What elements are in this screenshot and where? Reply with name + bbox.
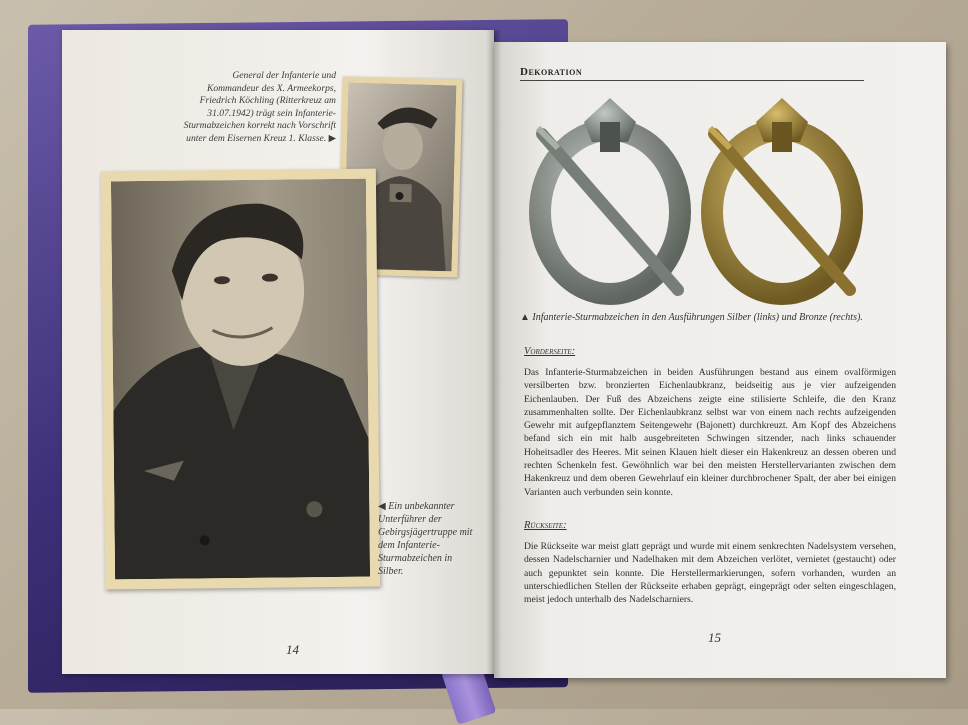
silver-badge <box>538 98 680 294</box>
badge-photo-pair <box>524 92 864 306</box>
rueckseite-text: Die Rückseite war meist glatt geprägt und wurde mit einem senkrechten Nadelsystem versehen, dessen Nadelscharnier und Nadelhaken mit dem Abzeichen verlötet, vernietet (gestaucht) oder auch gepunktet sein konnte. Die Herstellermarkierungen, sofern vorhanden, wurden an unterschiedlichen Stellen der Rückseite erhaben geprägt, eingeprägt oder selten eingeschlagen, meist jedoch unterhalb des Nadelscharniers. <box>524 541 896 606</box>
page-number-right: 15 <box>708 630 721 645</box>
vorderseite-heading: Vorderseite: <box>524 346 576 357</box>
page-gutter <box>486 30 502 678</box>
vorderseite-text: Das Infanterie-Sturmabzeichen in beiden Ausführungen bestand aus einem ovalförmigen versilberten bzw. bronzierten Eichenlaubkranz, beidseitig aus je vier aufzeigenden Eichenlauben. Der Fuß des Abzeichens zeigte eine stilisierte Schleife, die den Kranz zusammenhalten sollte. Der Eichenlaubkranz selbst war von einem nach rechts aufzeigenden Gewehr mit aufgepflanztem Seitengewehr (Bajonett) durchkreuzt. Am Kopf des Abzeichens befand sich ein mit halb ausgebreiteten Schwingen sitzender, nach links schauender Hoheitsadler des Heeres. Mit seinen Klauen hielt dieser ein Hakenkreuz an dessen oberen und rechten Schenkeln fest. Gewöhnlich war bei den meisten Herstellervarianten zwischen dem Hakenkreuz und dem oberen Gewehrlauf ein kleiner durchbrochener Spalt, der aber bei einigen Varianten auch verbunden sein konnte. <box>524 367 896 498</box>
section-title: Dekoration <box>520 66 583 78</box>
page-number-left: 14 <box>286 642 299 657</box>
caption-general: General der Infanterie und Kommandeur des X. Armeekorps, Friedrich Köchling (Ritterkreuz am 31.07.1942) trägt sein Infanterie-Sturmabzeichen korrekt nach Vorschrift unter dem Eisernen Kreuz 1. Klasse. ▶ <box>183 70 336 144</box>
caption-soldier: ◀ Ein unbekannter Unterführer der Gebirgsjägertruppe mit dem Infanterie-Sturmabzeichen in Silber. <box>378 501 473 577</box>
photo-soldier-portrait <box>101 169 380 590</box>
bronze-badge <box>710 98 852 294</box>
heading-divider <box>520 80 864 81</box>
badge-caption: ▲ Infanterie-Sturmabzeichen in den Ausführungen Silber (links) und Bronze (rechts). <box>520 312 863 323</box>
rueckseite-heading: Rückseite: <box>524 520 567 531</box>
